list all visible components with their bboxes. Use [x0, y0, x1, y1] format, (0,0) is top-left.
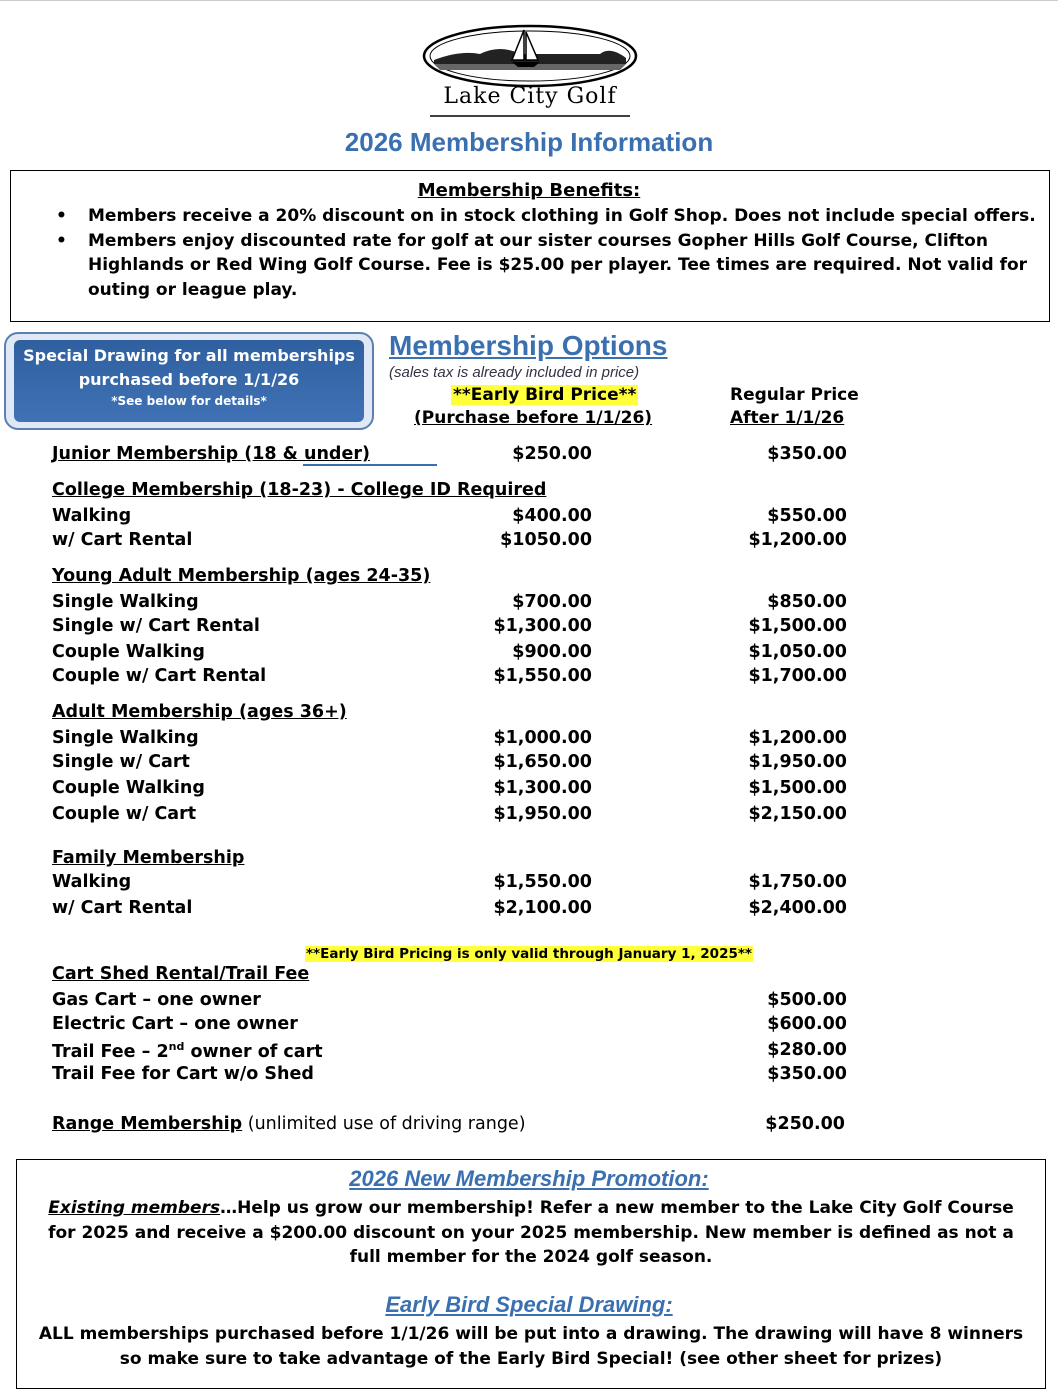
regular-price: $1,950.00 — [748, 752, 847, 772]
row-label: Couple Walking — [52, 642, 205, 662]
row-label: Walking — [52, 506, 132, 526]
early-bird-price: $2,100.00 — [493, 898, 592, 918]
row-label: Trail Fee for Cart w/o Shed — [52, 1064, 314, 1084]
price-row — [52, 990, 852, 1014]
regular-price: $1,700.00 — [748, 666, 847, 686]
price-row — [52, 1014, 852, 1038]
early-bird-header: **Early Bird Price** — [453, 385, 637, 405]
regular-price: $1,500.00 — [748, 778, 847, 798]
blue-underline — [303, 464, 437, 466]
promotion-lead: Existing members — [48, 1198, 221, 1218]
row-label: Couple w/ Cart — [52, 804, 197, 824]
logo-text: Lake City Golf — [443, 84, 617, 109]
regular-price: $550.00 — [767, 506, 847, 526]
regular-price: $280.00 — [767, 1040, 847, 1060]
row-label: Electric Cart – one owner — [52, 1014, 298, 1034]
early-bird-price: $1050.00 — [500, 530, 592, 550]
price-row — [52, 642, 852, 666]
special-drawing-line1: Special Drawing for all memberships — [23, 346, 355, 365]
regular-price: $500.00 — [767, 990, 847, 1010]
regular-price: $1,500.00 — [748, 616, 847, 636]
early-bird-price: $1,550.00 — [493, 666, 592, 686]
benefits-heading: Membership Benefits: — [417, 180, 641, 201]
row-label — [52, 1040, 323, 1062]
early-bird-price: $900.00 — [512, 642, 592, 662]
promotion-body — [40, 1196, 1022, 1270]
price-row — [52, 616, 852, 640]
section-heading: Family Membership — [52, 848, 245, 868]
regular-price: $1,750.00 — [748, 872, 847, 892]
row-label-part: owner of cart — [184, 1041, 323, 1062]
row-label: w/ Cart Rental — [52, 898, 193, 918]
regular-price: $350.00 — [767, 1064, 847, 1084]
price-row — [52, 702, 852, 726]
price-row — [52, 778, 852, 802]
benefit-item: • Members receive a 20% discount on in stock clothing in Golf Shop. Does not include special offers. — [56, 204, 1046, 229]
row-label: Couple Walking — [52, 778, 205, 798]
row-label — [52, 1114, 526, 1134]
early-bird-price: $1,300.00 — [493, 778, 592, 798]
early-bird-price: $1,300.00 — [493, 616, 592, 636]
section-heading: Junior Membership (18 & under) — [52, 444, 370, 464]
price-row — [52, 506, 852, 530]
price-row — [52, 752, 852, 776]
row-label: Single w/ Cart Rental — [52, 616, 260, 636]
row-label: Single Walking — [52, 728, 199, 748]
price-row — [52, 964, 852, 988]
drawing-title: Early Bird Special Drawing: — [385, 1292, 673, 1317]
promotion-title: 2026 New Membership Promotion: — [349, 1166, 709, 1191]
early-bird-note-text: **Early Bird Pricing is only valid through January 1, 2025** — [306, 946, 752, 962]
drawing-body: ALL memberships purchased before 1/1/26 will be put into a drawing. The drawing will have 8 winners so make sure to take advantage of the Early Bird Special! (see other sheet for prizes) — [38, 1324, 1024, 1369]
price-row — [52, 1064, 852, 1088]
price-row — [52, 1040, 852, 1064]
early-bird-price: $400.00 — [512, 506, 592, 526]
benefit-item: • Members enjoy discounted rate for golf at our sister courses Gopher Hills Golf Course, Clifton Highlands or Red Wing Golf Course. Fee is $25.00 per player. Tee times are required. Not valid for outing or league play. — [56, 229, 1046, 303]
early-bird-price: $1,650.00 — [493, 752, 592, 772]
top-rule — [0, 0, 1058, 1]
regular-price: $2,400.00 — [748, 898, 847, 918]
section-heading: Cart Shed Rental/Trail Fee — [52, 964, 310, 984]
special-drawing-line2: purchased before 1/1/26 — [78, 370, 300, 389]
regular-price: $1,050.00 — [748, 642, 847, 662]
price-row — [52, 728, 852, 752]
row-label: w/ Cart Rental — [52, 530, 193, 550]
promotion-text: …Help us grow our membership! Refer a new member to the Lake City Golf Course for 2025 and receive a $200.00 discount on your 2025 membership. New member is defined as not a full member for the 2024 golf season. — [48, 1198, 1014, 1267]
regular-price: $250.00 — [765, 1114, 845, 1134]
regular-price: $1,200.00 — [748, 530, 847, 550]
regular-price: $600.00 — [767, 1014, 847, 1034]
price-row — [52, 530, 852, 554]
price-row — [52, 480, 852, 504]
row-label: Single w/ Cart — [52, 752, 190, 772]
regular-price: $2,150.00 — [748, 804, 847, 824]
row-label: Gas Cart – one owner — [52, 990, 261, 1010]
early-bird-price: $250.00 — [512, 444, 592, 464]
row-label-part: Trail Fee – 2 — [52, 1041, 169, 1062]
regular-price: $350.00 — [767, 444, 847, 464]
options-subtitle: (sales tax is already included in price) — [389, 364, 640, 381]
section-heading: Young Adult Membership (ages 24-35) — [52, 566, 431, 586]
early-bird-price: $1,000.00 — [493, 728, 592, 748]
options-title: Membership Options — [389, 330, 668, 361]
price-row — [52, 804, 852, 828]
range-label: Range Membership — [52, 1114, 243, 1134]
early-bird-price: $700.00 — [512, 592, 592, 612]
regular-price: $1,200.00 — [748, 728, 847, 748]
price-row — [52, 566, 852, 590]
early-bird-subheader: (Purchase before 1/1/26) — [414, 408, 653, 428]
section-heading: College Membership (18-23) - College ID Required — [52, 480, 547, 500]
price-row — [52, 444, 852, 468]
price-row — [52, 848, 852, 872]
section-heading: Adult Membership (ages 36+) — [52, 702, 347, 722]
row-label: Single Walking — [52, 592, 199, 612]
regular-price-subheader: After 1/1/26 — [730, 408, 845, 428]
price-row — [52, 898, 852, 922]
row-label: Walking — [52, 872, 132, 892]
regular-price-header: Regular Price — [730, 385, 859, 405]
special-drawing-line3: *See below for details* — [111, 394, 267, 408]
range-description: (unlimited use of driving range) — [242, 1114, 526, 1134]
page-title: 2026 Membership Information — [344, 127, 714, 157]
benefits-list — [56, 204, 1046, 302]
early-bird-price: $1,950.00 — [493, 804, 592, 824]
row-label-sup: nd — [168, 1040, 185, 1053]
price-row — [52, 872, 852, 896]
early-bird-price: $1,550.00 — [493, 872, 592, 892]
row-label: Couple w/ Cart Rental — [52, 666, 267, 686]
special-drawing-panel — [14, 340, 364, 422]
price-row — [52, 1114, 852, 1138]
early-bird-note — [0, 943, 1058, 962]
price-row — [52, 666, 852, 690]
price-row — [52, 592, 852, 616]
regular-price: $850.00 — [767, 592, 847, 612]
